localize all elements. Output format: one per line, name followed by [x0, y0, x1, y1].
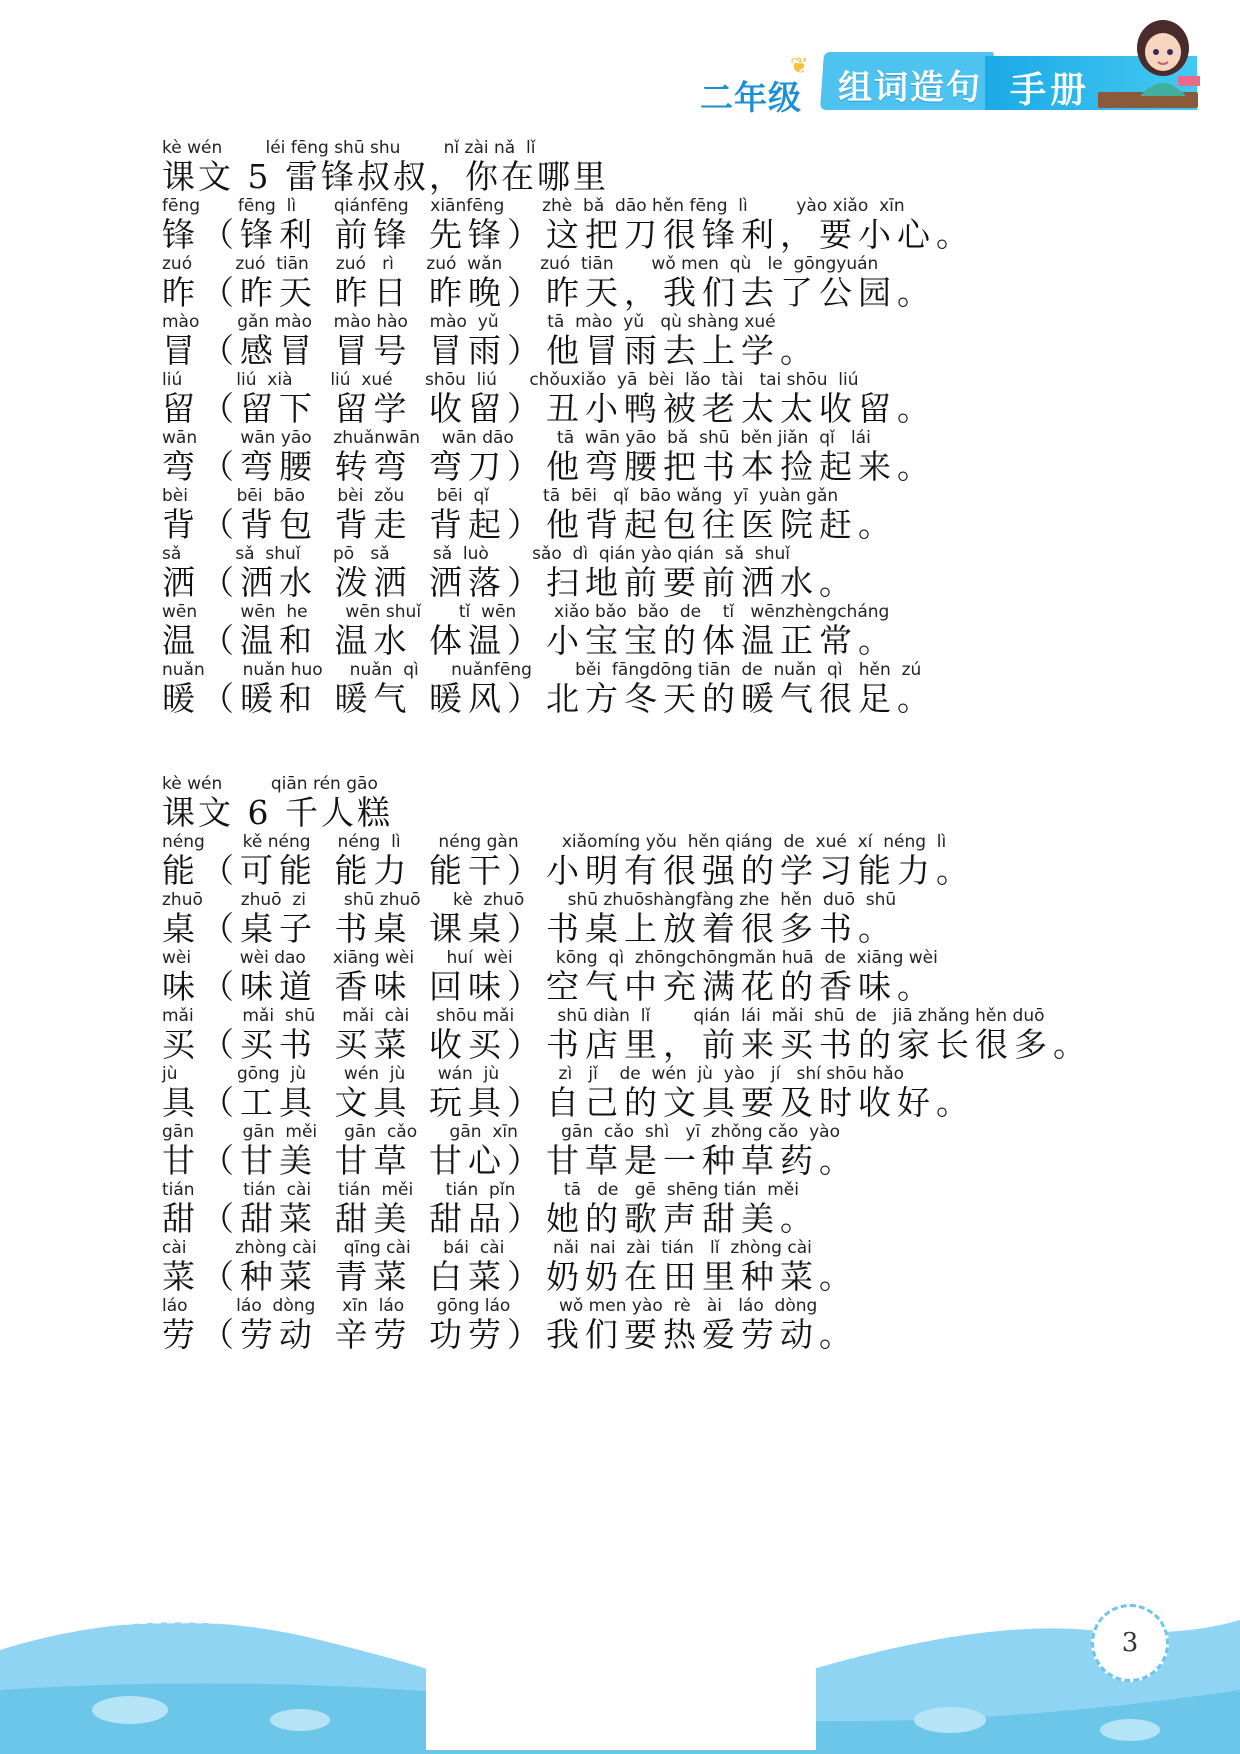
- word-row-text: 昨（昨天 昨日 昨晚）昨天，我们去了公园。: [162, 273, 936, 312]
- lesson-title: [162, 138, 1162, 196]
- word-row-pinyin: néng kě néng néng lì néng gàn xiǎomíng yǒu hěn qiáng de xué xí néng lì: [162, 832, 947, 852]
- word-row: [162, 1296, 1162, 1354]
- word-row: [162, 660, 1162, 718]
- word-row-text: 具（工具 文具 玩具）自己的文具要及时收好。: [162, 1083, 975, 1122]
- page-number: 3: [1121, 1628, 1139, 1658]
- word-row: [162, 370, 1162, 428]
- word-row: [162, 254, 1162, 312]
- word-row-text: 能（可能 能力 能干）小明有很强的学习能力。: [162, 851, 975, 890]
- word-row: [162, 602, 1162, 660]
- word-row-text: 甜（甜菜 甜美 甜品）她的歌声甜美。: [162, 1199, 819, 1238]
- content-area: [162, 138, 1162, 1354]
- word-row-text: 弯（弯腰 转弯 弯刀）他弯腰把书本捡起来。: [162, 447, 936, 486]
- word-row-text: 温（温和 温水 体温）小宝宝的体温正常。: [162, 621, 897, 660]
- word-row-text: 背（背包 背走 背起）他背起包往医院赶。: [162, 505, 897, 544]
- word-row: [162, 1180, 1162, 1238]
- word-row: [162, 948, 1162, 1006]
- word-row-pinyin: zuó zuó tiān zuó rì zuó wǎn zuó tiān wǒ men qù le gōngyuán: [162, 254, 879, 274]
- word-row-pinyin: zhuō zhuō zi shū zhuō kè zhuō shū zhuōshàngfàng zhe hěn duō shū: [162, 890, 897, 910]
- word-row: [162, 196, 1162, 254]
- word-row-pinyin: jù gōng jù wén jù wán jù zì jǐ de wén jù yào jí shí shōu hǎo: [162, 1064, 905, 1084]
- word-row: [162, 312, 1162, 370]
- word-row-pinyin: mǎi mǎi shū mǎi cài shōu mǎi shū diàn lǐ qián lái mǎi shū de jiā zhǎng hěn duō: [162, 1006, 1045, 1026]
- word-row: [162, 1122, 1162, 1180]
- grade-label: 二年级: [700, 78, 802, 117]
- banner-right-label: 手册: [1010, 70, 1091, 111]
- banner-main-label: 组词造句: [838, 68, 982, 108]
- lesson-title-pinyin: kè wén qiān rén gāo: [162, 774, 378, 794]
- word-row-text: 洒（洒水 泼洒 洒落）扫地前要前洒水。: [162, 563, 858, 602]
- word-row-text: 菜（种菜 青菜 白菜）奶奶在田里种菜。: [162, 1257, 858, 1296]
- footer-wave-decoration: [0, 1580, 1240, 1754]
- word-row-pinyin: gān gān měi gān cǎo gān xīn gān cǎo shì yī zhǒng cǎo yào: [162, 1122, 840, 1142]
- word-row: [162, 890, 1162, 948]
- section-gap: [162, 718, 1162, 774]
- butterfly-icon: ❦: [790, 54, 809, 79]
- word-row-text: 冒（感冒 冒号 冒雨）他冒雨去上学。: [162, 331, 819, 370]
- word-row-text: 劳（劳动 辛劳 功劳）我们要热爱劳动。: [162, 1315, 858, 1354]
- word-row: [162, 544, 1162, 602]
- word-row: [162, 832, 1162, 890]
- word-row-pinyin: cài zhòng cài qīng cài bái cài nǎi nai zài tián lǐ zhòng cài: [162, 1238, 812, 1258]
- word-row-pinyin: láo láo dòng xīn láo gōng láo wǒ men yào rè ài láo dòng: [162, 1296, 818, 1316]
- word-row-pinyin: nuǎn nuǎn huo nuǎn qì nuǎnfēng běi fāngdōng tiān de nuǎn qì hěn zú: [162, 660, 922, 680]
- lesson-title-text: 课文 5 雷锋叔叔，你在哪里: [162, 157, 609, 196]
- word-row-pinyin: wèi wèi dao xiāng wèi huí wèi kōng qì zhōngchōngmǎn huā de xiāng wèi: [162, 948, 938, 968]
- word-row-pinyin: sǎ sǎ shuǐ pō sǎ sǎ luò sǎo dì qián yào qián sǎ shuǐ: [162, 544, 790, 564]
- word-row-pinyin: mào gǎn mào mào hào mào yǔ tā mào yǔ qù shàng xué: [162, 312, 776, 332]
- word-row-pinyin: wēn wēn he wēn shuǐ tǐ wēn xiǎo bǎo bǎo de tǐ wēnzhèngcháng: [162, 602, 890, 622]
- page-header: [0, 0, 1240, 130]
- word-row: [162, 1064, 1162, 1122]
- lesson-title-pinyin: kè wén léi fēng shū shu nǐ zài nǎ lǐ: [162, 138, 536, 158]
- word-row: [162, 1006, 1162, 1064]
- word-row: [162, 1238, 1162, 1296]
- word-row-text: 甘（甘美 甘草 甘心）甘草是一种草药。: [162, 1141, 858, 1180]
- word-row-pinyin: tián tián cài tián měi tián pǐn tā de gē shēng tián měi: [162, 1180, 799, 1200]
- word-row-pinyin: liú liú xià liú xué shōu liú chǒuxiǎo yā bèi lǎo tài tai shōu liú: [162, 370, 859, 390]
- word-row-text: 留（留下 留学 收留）丑小鸭被老太太收留。: [162, 389, 936, 428]
- lesson-title-text: 课文 6 千人糕: [162, 793, 393, 832]
- lesson-title: [162, 774, 1162, 832]
- word-row-text: 味（味道 香味 回味）空气中充满花的香味。: [162, 967, 936, 1006]
- girl-illustration: [1118, 18, 1208, 96]
- word-row-text: 锋（锋利 前锋 先锋）这把刀很锋利，要小心。: [162, 215, 975, 254]
- word-row-pinyin: fēng fēng lì qiánfēng xiānfēng zhè bǎ dāo hěn fēng lì yào xiǎo xīn: [162, 196, 905, 216]
- word-row: [162, 428, 1162, 486]
- page-number-badge: [1091, 1604, 1169, 1682]
- word-row-text: 暖（暖和 暖气 暖风）北方冬天的暖气很足。: [162, 679, 936, 718]
- word-row-pinyin: wān wān yāo zhuǎnwān wān dāo tā wān yāo bǎ shū běn jiǎn qǐ lái: [162, 428, 871, 448]
- word-row: [162, 486, 1162, 544]
- word-row-pinyin: bèi bēi bāo bèi zǒu bēi qǐ tā bēi qǐ bāo wǎng yī yuàn gǎn: [162, 486, 839, 506]
- word-row-text: 桌（桌子 书桌 课桌）书桌上放着很多书。: [162, 909, 897, 948]
- word-row-text: 买（买书 买菜 收买）书店里，前来买书的家长很多。: [162, 1025, 1092, 1064]
